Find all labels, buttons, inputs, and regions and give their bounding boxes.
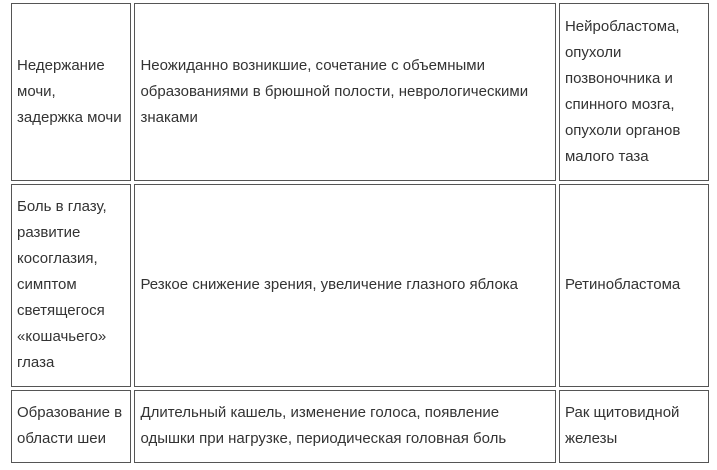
symptoms-table xyxy=(8,0,712,466)
signs-cell: Длительный кашель, изменение голоса, появление одышки при нагрузке, периодическая головная боль xyxy=(134,390,556,464)
diagnosis-cell: Рак щитовидной железы xyxy=(559,390,709,464)
diagnosis-cell: Нейробластома, опухоли позвоночника и спинного мозга, опухоли органов малого таза xyxy=(559,3,709,181)
diagnosis-cell: Ретинобластома xyxy=(559,184,709,386)
signs-cell: Неожиданно возникшие, сочетание с объемными образованиями в брюшной полости, неврологическими знаками xyxy=(134,3,556,181)
table-row xyxy=(11,184,709,386)
signs-cell: Резкое снижение зрения, увеличение глазного яблока xyxy=(134,184,556,386)
symptom-cell: Образование в области шеи xyxy=(11,390,131,464)
symptom-cell: Боль в глазу, развитие косоглазия, симптом светящегося «кошачьего» глаза xyxy=(11,184,131,386)
table-row xyxy=(11,390,709,464)
table-row xyxy=(11,3,709,181)
symptom-cell: Недержание мочи, задержка мочи xyxy=(11,3,131,181)
